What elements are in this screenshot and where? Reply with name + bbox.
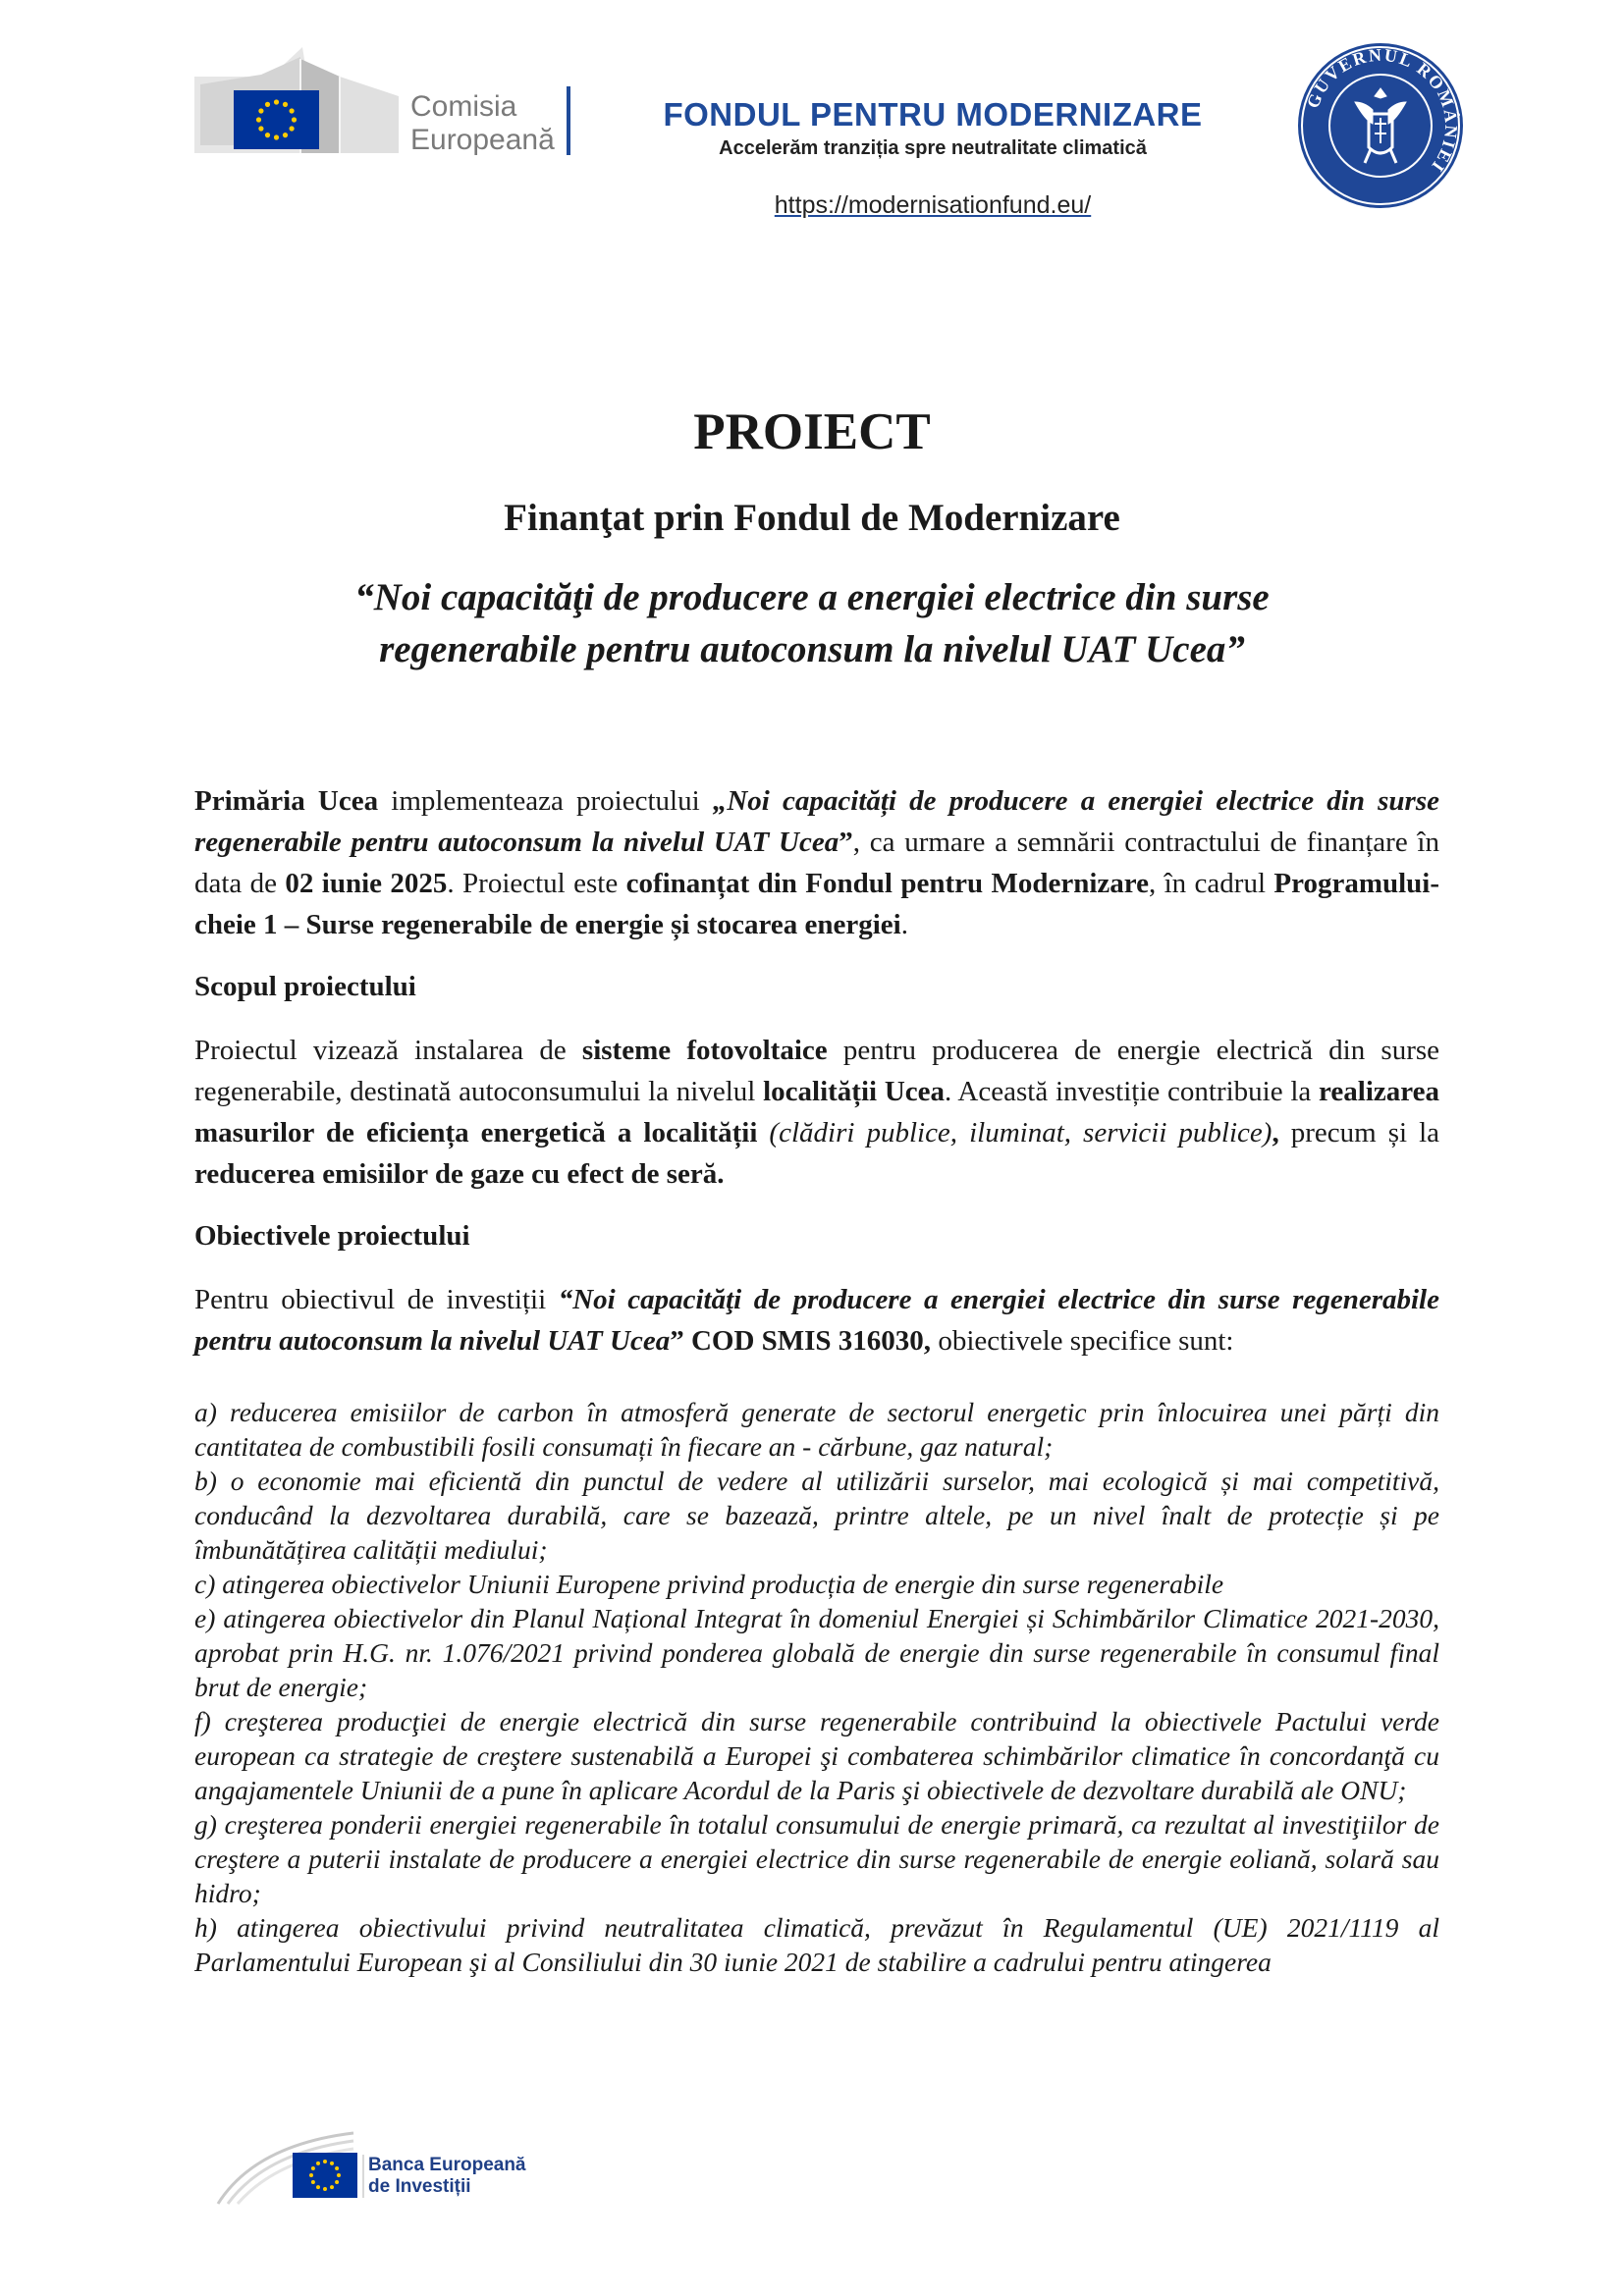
ec-logo-line2: Europeană: [410, 124, 555, 156]
objectives-list: [194, 1395, 1439, 1979]
beneficiary: Primăria Ucea: [194, 785, 379, 817]
objectives-heading: Obiectivele proiectului: [194, 1220, 470, 1252]
romanian-government-seal: [1296, 41, 1465, 210]
objectives-text-2: obiectivele specifice sunt:: [931, 1325, 1234, 1357]
intro-text-4: , în cadrul: [1149, 868, 1274, 899]
project-title-line2: regenerabile pentru autoconsum la nivelul UAT Ucea”: [379, 628, 1245, 670]
scope-bold-3: realizarea masurilor de eficiența energetică a localității: [194, 1076, 1439, 1148]
scope-bold-1: sisteme fotovoltaice: [581, 1035, 828, 1066]
eib-line2: de Investiții: [368, 2176, 471, 2197]
ec-logo-text: [410, 90, 555, 157]
smis-code: ” COD SMIS 316030,: [670, 1325, 932, 1357]
fund-name: FONDUL PENTRU MODERNIZARE: [663, 96, 1203, 133]
fund-url-link[interactable]: https://modernisationfund.eu/: [774, 191, 1092, 219]
list-item: c) atingerea obiectivelor Uniunii Europene privind producția de energie din surse regenerabile: [194, 1569, 1224, 1599]
page-subtitle: Finanţat prin Fondul de Modernizare: [504, 497, 1120, 539]
objectives-text-1: Pentru obiectivul de investiții: [194, 1284, 559, 1315]
list-item: e) atingerea obiectivelor din Planul Național Integrat în domeniul Energiei și Schimbărilor Climatice 2021-2030, aprobat prin H.G. nr. 1.076/2021 privind ponderea globală de energie din surse regenerabile în consumul final brut de energie;: [194, 1603, 1439, 1702]
ec-logo-line1: Comisia: [410, 90, 517, 123]
list-item: g) creşterea ponderii energiei regenerabile în totalul consumului de energie primară, ca rezultat al investiţiilor de creştere a puterii instalate de producere a energiei electrice din surse regenerabile de energie eoliană, solară sau hidro;: [194, 1809, 1439, 1908]
document-body: [194, 780, 1439, 1979]
scope-bold-4: ,: [1272, 1117, 1279, 1148]
eib-line1: Banca Europeană: [368, 2155, 526, 2175]
intro-text-3: . Proiectul este: [447, 868, 626, 899]
intro-text-2: , ca urmare a semnării contractului de finanțare în data de: [194, 827, 1439, 899]
list-item: b) o economie mai eficientă din punctul de vedere al utilizării surselor, mai ecologică și mai competitivă, conducând la dezvoltarea durabilă, care se bazează, printre altele, pe un nivel înalt de protecție și pe îmbunătățirea calității mediului;: [194, 1466, 1439, 1565]
scope-text-3: . Această investiție contribuie la: [945, 1076, 1320, 1107]
scope-text-1: Proiectul vizează instalarea de: [194, 1035, 582, 1066]
funding-source: cofinanțat din Fondul pentru Modernizare: [625, 868, 1149, 899]
contract-date: 02 iunie 2025: [285, 868, 448, 899]
project-title-line1: “Noi capacităţi de producere a energiei electrice din surse: [354, 576, 1270, 618]
list-item: h) atingerea obiectivului privind neutralitatea climatică, prevăzut în Regulamentul (UE) 2021/1119 al Parlamentului European şi al Consiliului din 30 iunie 2021 de stabilire a cadrului pentru atingerea: [194, 1912, 1439, 1977]
intro-text-5: .: [900, 909, 908, 940]
project-title: [0, 571, 1624, 675]
list-item: f) creşterea producţiei de energie electrică din surse regenerabile contribuind la obiectivele Pactului verde european ca strategie de creştere sustenabilă a Europei şi combaterea schimbărilor climatice în concordanţă cu angajamentele Uniunii de a pune în aplicare Acordul de la Paris şi obiectivele de dezvoltare durabilă ale ONU;: [194, 1706, 1439, 1805]
scope-italic-1: (clădiri publice, iluminat, servicii publice): [757, 1117, 1272, 1148]
intro-paragraph: [194, 780, 1439, 945]
intro-close-quote: ”: [839, 827, 853, 858]
list-item: a) reducerea emisiilor de carbon în atmosferă generate de sectorul energetic prin înlocuirea unei părți din cantitatea de combustibili fosili consumați în fiecare an - cărbune, gaz natural;: [194, 1397, 1439, 1462]
objectives-intro: [194, 1279, 1439, 1362]
page-title: PROIECT: [693, 403, 931, 460]
scope-bold-2: localității Ucea: [763, 1076, 946, 1107]
seal-text-path: GUVERNUL ROMÂNIEI: [1302, 44, 1462, 178]
intro-text-1: implementeaza proiectului: [378, 785, 713, 817]
scope-heading: Scopul proiectului: [194, 971, 416, 1002]
scope-paragraph: [194, 1030, 1439, 1195]
objectives-project-name: “Noi capacităţi de producere a energiei electrice din surse regenerabile pentru autoconsum la nivelul UAT Ucea: [194, 1284, 1439, 1357]
scope-text-2: pentru producerea de energie electrică din surse regenerabile, destinată autoconsumului la nivelul: [194, 1035, 1440, 1107]
intro-project-name: „Noi capacități de producere a energiei electrice din surse regenerabile pentru autoconsum la nivelul UAT Ucea: [194, 785, 1439, 858]
scope-bold-5: reducerea emisiilor de gaze cu efect de seră.: [194, 1158, 725, 1190]
fund-tagline: Accelerăm tranziția spre neutralitate climatică: [719, 137, 1147, 159]
scope-text-4: precum și la: [1278, 1117, 1440, 1148]
programme-name: Programului-cheie 1 – Surse regenerabile de energie și stocarea energiei: [194, 868, 1440, 940]
eib-logo-text: [368, 2155, 526, 2198]
